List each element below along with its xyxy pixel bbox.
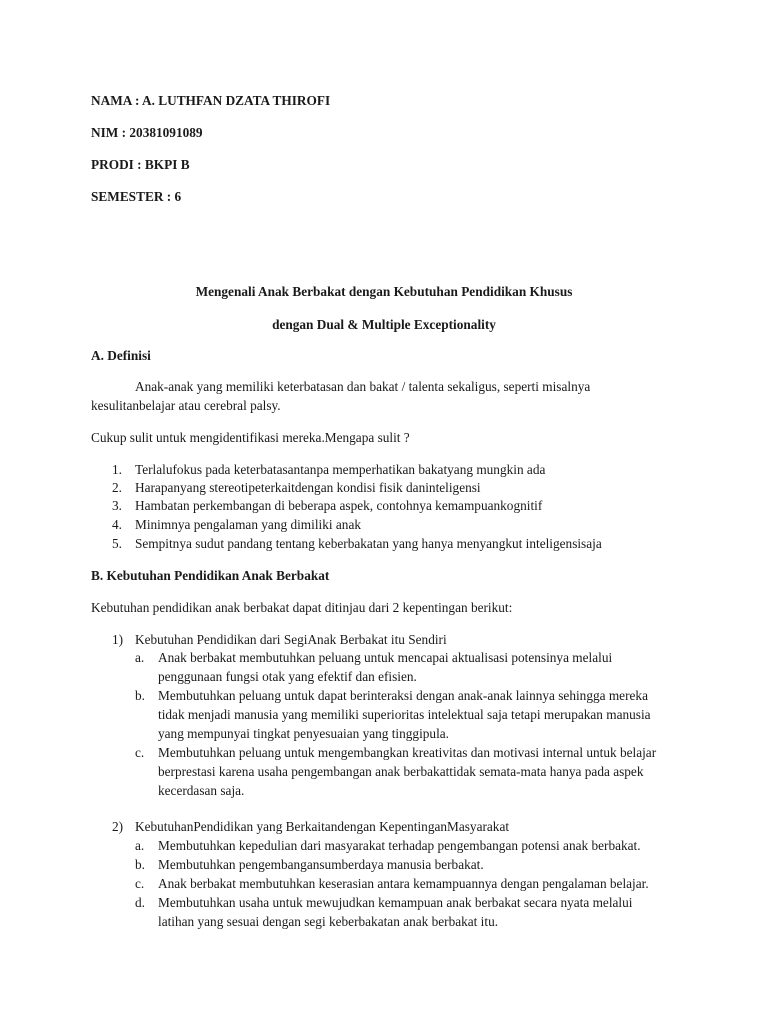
list-item-line: kecerdasan saja. — [158, 783, 245, 798]
list-item-line: Membutuhkan kepedulian dari masyarakat terhadap pengembangan potensi anak berbakat. — [158, 838, 641, 853]
list-item-text: Minimnya pengalaman yang dimiliki anak — [135, 517, 361, 532]
list-item-letter: a. — [135, 838, 145, 853]
list-item-line: tidak menjadi manusia yang memiliki superioritas intelektual saja tetapi merupakan manusia — [158, 707, 651, 722]
section-b-heading: B. Kebutuhan Pendidikan Anak Berbakat — [91, 568, 330, 583]
list-item-line: penggunaan fungsi otak yang efektif dan efisien. — [158, 669, 417, 684]
list-item-letter: b. — [135, 857, 145, 872]
list-item-number: 4. — [112, 517, 122, 532]
list-item-letter: d. — [135, 895, 145, 910]
list-item-letter: c. — [135, 745, 145, 760]
list-item-text: Sempitnya sudut pandang tentang keberbakatan yang hanya menyangkut inteligensisaja — [135, 536, 602, 551]
student-prodi: PRODI : BKPI B — [91, 157, 190, 172]
list-item-number: 2. — [112, 480, 122, 495]
section-a-paragraph-line-2: kesulitanbelajar atau cerebral palsy. — [91, 398, 281, 413]
document-title-line-2: dengan Dual & Multiple Exceptionality — [272, 317, 496, 332]
group-number: 2) — [112, 819, 124, 834]
list-item-letter: a. — [135, 650, 145, 665]
list-item-line: Membutuhkan peluang untuk dapat berinteraksi dengan anak-anak lainnya sehingga mereka — [158, 688, 648, 703]
section-b-intro: Kebutuhan pendidikan anak berbakat dapat ditinjau dari 2 kepentingan berikut: — [91, 600, 513, 615]
list-item-line: latihan yang sesuai dengan segi keberbakatan anak berbakat itu. — [158, 914, 499, 929]
list-item-line: Anak berbakat membutuhkan peluang untuk mencapai aktualisasi potensinya melalui — [158, 650, 613, 665]
list-item-line: berprestasi karena usaha pengembangan anak berbakattidak semata-mata hanya pada aspek — [158, 764, 644, 779]
list-item-text: Terlalufokus pada keterbatasantanpa memperhatikan bakatyang mungkin ada — [135, 462, 546, 477]
list-item-line: Membutuhkan pengembangansumberdaya manusia berbakat. — [158, 857, 484, 872]
group-title: Kebutuhan Pendidikan dari SegiAnak Berbakat itu Sendiri — [135, 632, 447, 647]
list-item-text: Hambatan perkembangan di beberapa aspek, contohnya kemampuankognitif — [135, 498, 543, 513]
section-a-question: Cukup sulit untuk mengidentifikasi mereka.Mengapa sulit ? — [91, 430, 410, 445]
list-item-letter: b. — [135, 688, 145, 703]
section-a-paragraph-line-1: Anak-anak yang memiliki keterbatasan dan bakat / talenta sekaligus, seperti misalnya — [135, 379, 591, 394]
group-title: KebutuhanPendidikan yang Berkaitandengan KepentinganMasyarakat — [135, 819, 510, 834]
group-number: 1) — [112, 632, 124, 647]
list-item-line: Membutuhkan peluang untuk mengembangkan kreativitas dan motivasi internal untuk belajar — [158, 745, 657, 760]
student-semester: SEMESTER : 6 — [91, 189, 182, 204]
list-item-text: Harapanyang stereotipeterkaitdengan kondisi fisik daninteligensi — [135, 480, 481, 495]
document-title-line-1: Mengenali Anak Berbakat dengan Kebutuhan Pendidikan Khusus — [195, 284, 573, 299]
student-nim: NIM : 20381091089 — [91, 125, 203, 140]
list-item-number: 5. — [112, 536, 122, 551]
list-item-line: yang mempunyai tingkat penyesuaian yang tinggipula. — [158, 726, 449, 741]
list-item-line: Anak berbakat membutuhkan keserasian antara kemampuannya dengan pengalaman belajar. — [158, 876, 649, 891]
list-item-number: 3. — [112, 498, 122, 513]
list-item-line: Membutuhkan usaha untuk mewujudkan kemampuan anak berbakat secara nyata melalui — [158, 895, 633, 910]
section-a-heading: A. Definisi — [91, 348, 151, 363]
list-item-letter: c. — [135, 876, 145, 891]
student-name: NAMA : A. LUTHFAN DZATA THIROFI — [91, 93, 331, 108]
list-item-number: 1. — [112, 462, 122, 477]
